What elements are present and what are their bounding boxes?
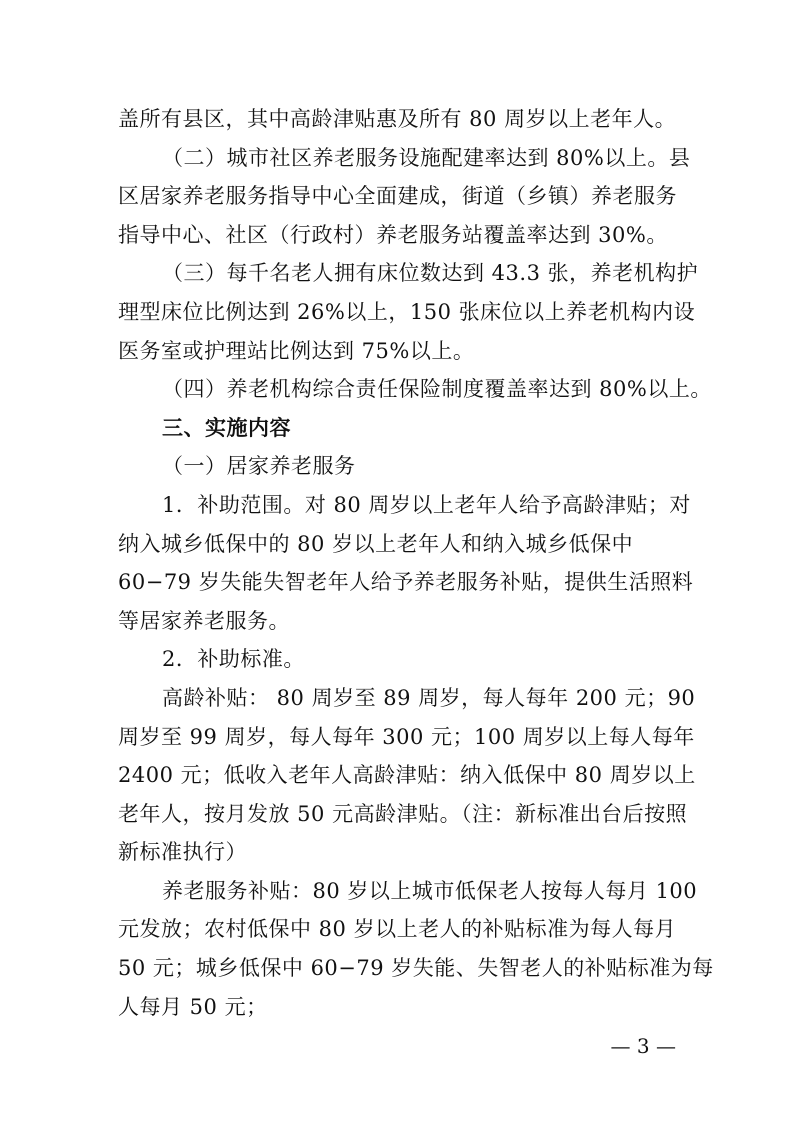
text-line: 理型床位比例达到 26%以上，150 张床位以上养老机构内设	[118, 299, 696, 324]
text-line: 盖所有县区，其中高龄津贴惠及所有 80 周岁以上老年人。	[118, 107, 677, 131]
document-body	[118, 100, 714, 1026]
text-line: 新标准执行）	[118, 840, 247, 865]
text-line: 元发放；农村低保中 80 岁以上老人的补贴标准为每人每月	[118, 917, 677, 942]
text-line: 人每月 50 元；	[118, 994, 268, 1019]
text-line: 1．补助范围。对 80 周岁以上老年人给予高龄津贴；对	[162, 492, 691, 517]
text-line: 纳入城乡低保中的 80 岁以上老年人和纳入城乡低保中	[118, 531, 634, 556]
text-line: 医务室或护理站比例达到 75%以上。	[118, 338, 475, 363]
text-line: （二）城市社区养老服务设施配建率达到 80%以上。县	[162, 145, 691, 170]
text-line: 指导中心、社区（行政村）养老服务站覆盖率达到 30%。	[118, 222, 668, 247]
text-line: 周岁至 99 周岁，每人每年 300 元；100 周岁以上每人每年	[118, 724, 695, 749]
text-line: 60−79 岁失能失智老年人给予养老服务补贴，提供生活照料	[118, 570, 694, 595]
text-line: 高龄补贴： 80 周岁至 89 周岁，每人每年 200 元；90	[162, 685, 696, 710]
text-line: （三）每千名老人拥有床位数达到 43.3 张，养老机构护	[162, 261, 699, 286]
text-line: 2400 元；低收入老年人高龄津贴：纳入低保中 80 周岁以上	[118, 763, 696, 788]
text-line: 50 元；城乡低保中 60−79 岁失能、失智老人的补贴标准为每	[118, 956, 714, 981]
section-heading: 三、实施内容	[162, 415, 291, 440]
text-line: （四）养老机构综合责任保险制度覆盖率达到 80%以上。	[162, 377, 712, 402]
subsection-heading: （一）居家养老服务	[162, 454, 356, 479]
text-line: 2．补助标准。	[162, 647, 305, 672]
text-line: 区居家养老服务指导中心全面建成，街道（乡镇）养老服务	[118, 184, 677, 209]
page-number: — 3 —	[610, 1034, 676, 1058]
text-line: 等居家养老服务。	[118, 608, 290, 633]
text-line: 养老服务补贴：80 岁以上城市低保老人按每人每月 100	[162, 878, 698, 903]
text-line: 老年人，按月发放 50 元高龄津贴。（注：新标准出台后按照	[118, 801, 688, 826]
